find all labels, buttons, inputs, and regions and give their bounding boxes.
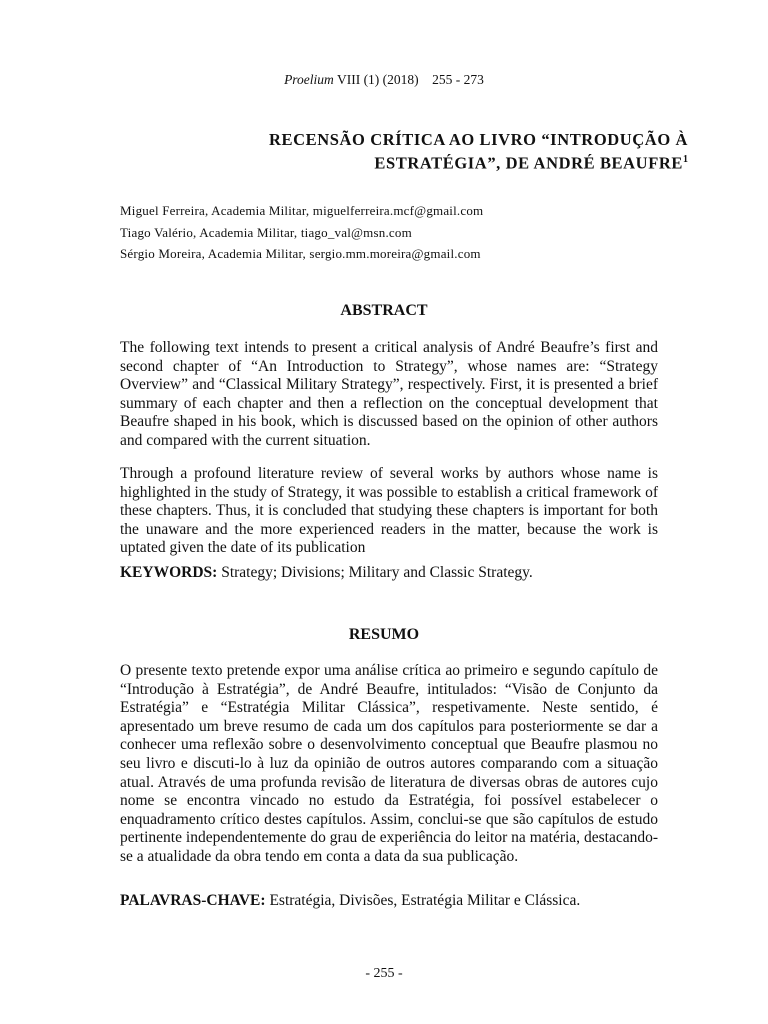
author-line: Tiago Valério, Academia Militar, tiago_val@msn.com [120,224,412,240]
journal-name: Proelium [284,72,334,87]
keywords-text: Strategy; Divisions; Military and Classic Strategy. [221,564,533,581]
abstract-paragraph-1: The following text intends to present a critical analysis of André Beaufre’s first and second chapter of “An Introduction to Strategy”, whose names are: “Strategy Overview” and “Classical Military Strategy”, respectively. First, it is presented a brief summary of each chapter and then a reflection on the conceptual development that Beaufre shaped in his book, which is discussed based on the opinion of other authors and compared with the current situation. [120,339,658,449]
page-number: - 255 - [365,966,403,981]
abstract-paragraph-2: Through a profound literature review of several works by authors whose name is highlighted in the study of Strategy, it was possible to establish a critical framework of these chapters. Thus, it is concluded that studying these chapters is important for both the unaware and the more experienced readers in the matter, because the work is uptated given the date of its publication [120,465,658,557]
author-list [120,200,680,265]
author-line: Sérgio Moreira, Academia Militar, sergio.mm.moreira@gmail.com [120,246,481,261]
abstract-heading: ABSTRACT [340,302,428,319]
resumo-keywords [120,892,658,911]
title-line-1: RECENSÃO CRÍTICA AO LIVRO “INTRODUÇÃO À [269,130,688,149]
resumo-heading: RESUMO [348,626,420,643]
palavras-chave-label: PALAVRAS-CHAVE: [120,892,266,909]
journal-header [0,72,768,88]
article-title [128,130,688,174]
journal-volume: VIII (1) (2018) [336,72,419,87]
journal-pages: 255 - 273 [432,72,484,87]
title-line-2: ESTRATÉGIA”, DE ANDRÉ BEAUFRE [374,153,683,173]
title-footnote-mark: 1 [683,154,688,165]
palavras-chave-text: Estratégia, Divisões, Estratégia Militar e Clássica. [269,892,581,909]
resumo-paragraph: O presente texto pretende expor uma análise crítica ao primeiro e segundo capítulo de “Introdução à Estratégia”, de André Beaufre, intitulados: “Visão de Conjunto da Estratégia” e “Estratégia Militar Clássica”, respetivamente. Neste sentido, é apresentado um breve resumo de cada um dos capítulos para posteriormente se dar a conhecer uma reflexão sobre o desenvolvimento conceptual que Beaufre plasmou no seu livro e discuti-lo à luz da opinião de outros autores comparando com a situação atual. Através de uma profunda revisão de literatura de diversas obras de autores cujo nome se encontra vincado no estudo da Estratégia, foi possível estabelecer o enquadramento crítico destes capítulos. Assim, conclui-se que são capítulos de estudo pertinente independentemente do grau de experiência do leitor na matéria, destacando-se a atualidade da obra tendo em conta a data da sua publicação. [120,662,658,865]
abstract-keywords [120,564,658,583]
author-line: Miguel Ferreira, Academia Militar, miguelferreira.mcf@gmail.com [120,203,484,218]
keywords-label: KEYWORDS: [120,564,218,581]
